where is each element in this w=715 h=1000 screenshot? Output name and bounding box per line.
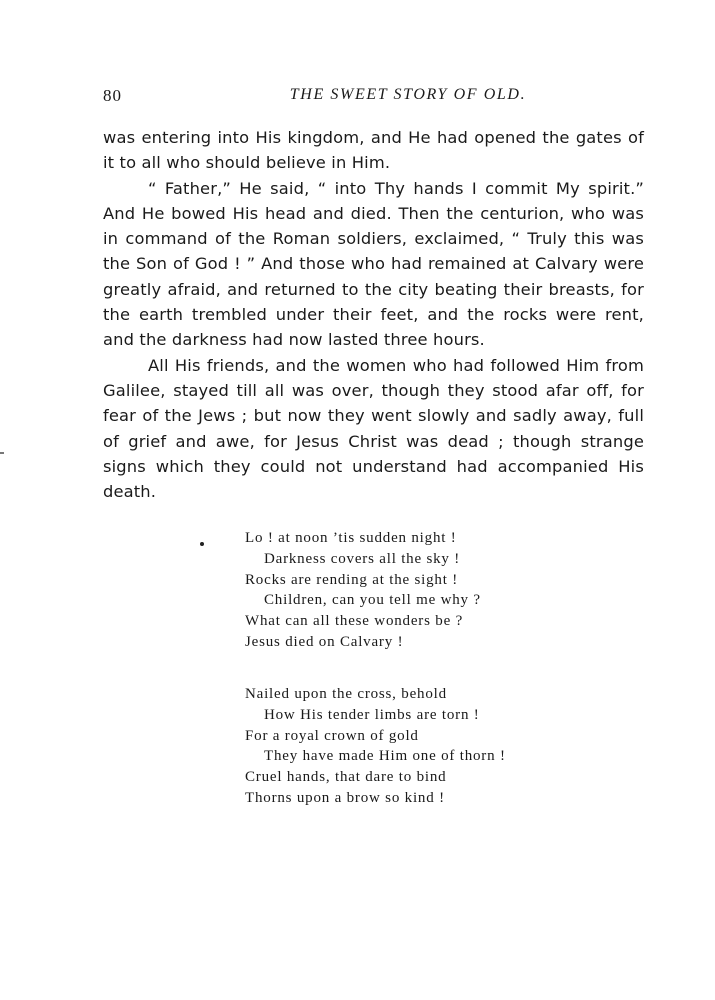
paragraph-friends-departure: All His friends, and the women who had followed Him from Galilee, stayed till all was over, though they stood afar off, for fear of the Jews ; but now they went slowly and sadly away, full of grief and awe, for Jesus Christ was dead ; though strange signs which they could not understand had accompanied His death. (103, 355, 644, 502)
poem-line: What can all these wonders be ? (245, 613, 464, 630)
print-speck (200, 542, 204, 546)
poem-line: For a royal crown of gold (245, 727, 419, 744)
page-number: 80 (103, 86, 122, 105)
page-header (103, 86, 643, 110)
poem-line: Rocks are rending at the sight ! (245, 571, 459, 588)
poem-line: Jesus died on Calvary ! (245, 633, 404, 650)
edge-mark (0, 452, 4, 454)
poem-line: Darkness covers all the sky ! (264, 550, 461, 567)
prose-body (103, 125, 644, 504)
poem-line: How His tender limbs are torn ! (264, 706, 480, 723)
poem-stanza-1 (245, 528, 481, 653)
poem-line: Cruel hands, that dare to bind (245, 769, 447, 786)
poem-line: Thorns upon a brow so kind ! (245, 789, 445, 806)
paragraph-continued: was entering into His kingdom, and He had opened the gates of it to all who should believe in Him. (103, 128, 644, 173)
poem-line: They have made Him one of thorn ! (264, 748, 506, 765)
poem-line: Lo ! at noon ’tis sudden night ! (245, 530, 457, 546)
poem-line: Nailed upon the cross, behold (245, 686, 447, 702)
poem-stanza-2 (245, 684, 506, 809)
paragraph-crucifixion: “ Father,” He said, “ into Thy hands I commit My spirit.” And He bowed His head and died. Then the centurion, who was in command of the Roman soldiers, exclaimed, “ Truly this was the Son of God ! ” And those who had remained at Calvary were greatly afraid, and returned to the city beating their breasts, for the earth trembled under their feet, and the rocks were rent, and the darkness had now lasted three hours. (103, 178, 644, 350)
running-title: THE SWEET STORY OF OLD. (289, 86, 527, 103)
poem-line: Children, can you tell me why ? (264, 592, 481, 609)
